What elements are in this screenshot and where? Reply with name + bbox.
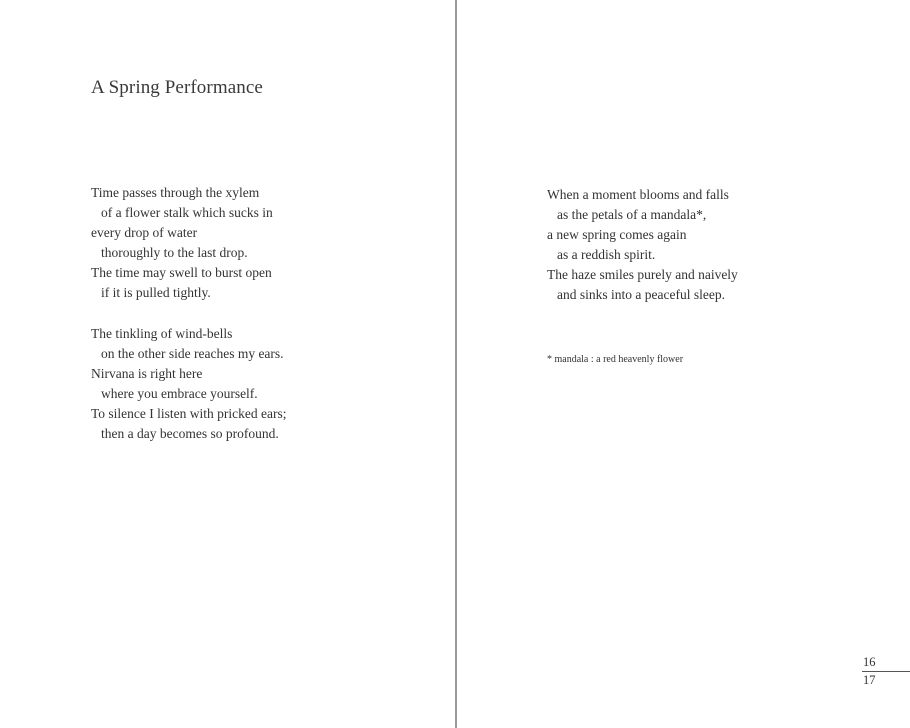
- poem-line: The haze smiles purely and naively: [547, 267, 738, 283]
- poem-line: as a reddish spirit.: [557, 247, 656, 263]
- poem-line: and sinks into a peaceful sleep.: [557, 287, 725, 303]
- poem-line: of a flower stalk which sucks in: [101, 205, 273, 221]
- poem-line: When a moment blooms and falls: [547, 187, 729, 202]
- poem-line: thoroughly to the last drop.: [101, 245, 248, 261]
- poem-line: The time may swell to burst open: [91, 265, 272, 281]
- poem-line: where you embrace yourself.: [101, 386, 258, 402]
- poem-line: Nirvana is right here: [91, 366, 203, 382]
- stanza-3: [547, 185, 738, 306]
- footnote: * mandala : a red heavenly flower: [547, 354, 684, 365]
- poem-line: Time passes through the xylem: [91, 185, 260, 200]
- poem-line: if it is pulled tightly.: [101, 285, 211, 301]
- page-number-left: 16: [863, 655, 876, 669]
- poem-line: a new spring comes again: [547, 227, 687, 243]
- poem-line: on the other side reaches my ears.: [101, 346, 284, 362]
- poem-line: every drop of water: [91, 225, 198, 241]
- poem-title: A Spring Performance: [91, 77, 263, 98]
- page-number-divider: [862, 671, 910, 672]
- poem-line: then a day becomes so profound.: [101, 426, 279, 442]
- poem-line: The tinkling of wind-bells: [91, 326, 233, 341]
- poem-line: as the petals of a mandala*,: [557, 207, 707, 223]
- poem-line: To silence I listen with pricked ears;: [91, 406, 287, 422]
- stanza-2: [91, 324, 287, 445]
- stanza-1: [91, 183, 273, 304]
- page-number-right: 17: [863, 673, 876, 687]
